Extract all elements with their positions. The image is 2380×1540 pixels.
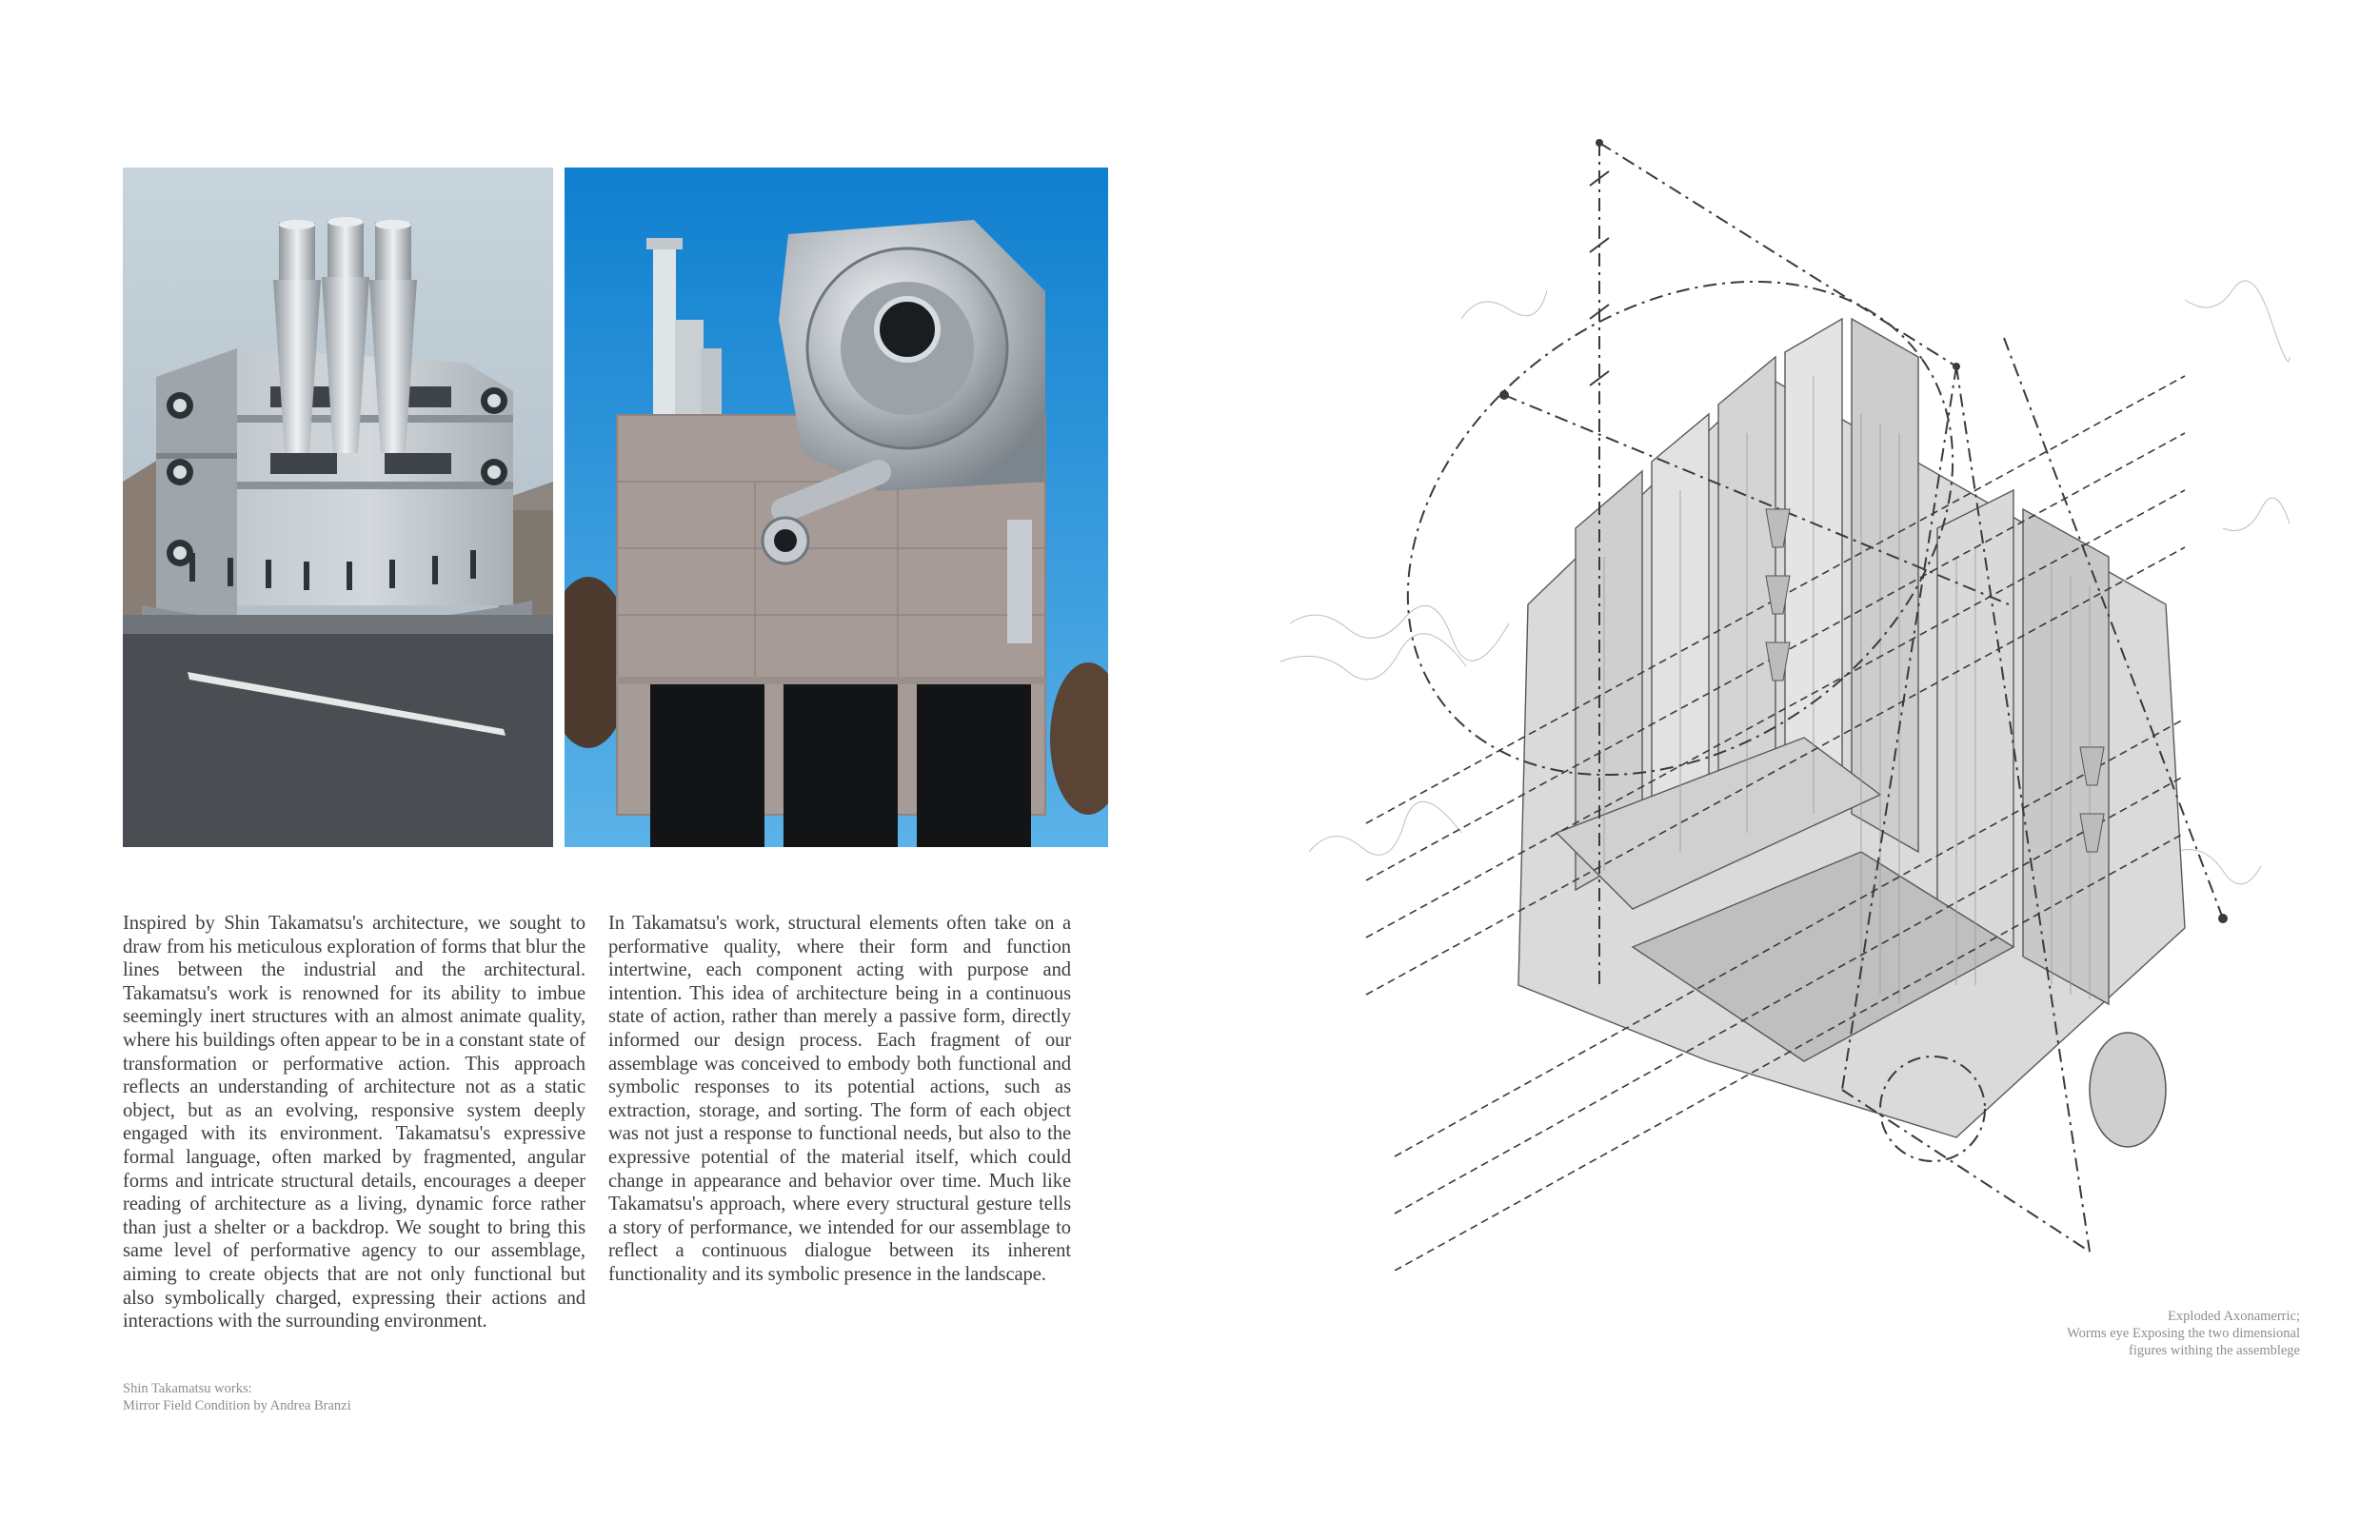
drawing-caption-line-1: Exploded Axonamerric;	[2168, 1309, 2300, 1324]
drawing-caption-line-2: Worms eye Exposing the two dimensional	[2067, 1326, 2300, 1341]
body-text-right-column: In Takamatsu's work, structural elements often take on a performative quality, where their form and function intertwine, each component acting with purpose and intention. This idea of architecture being in a continuous state of action, rather than merely a passive form, directly informed our design process. Each fragment of our assemblage was conceived to embody both functional and symbolic responses to its potential actions, such as extraction, storage, and sorting. The form of each object was not just a response to functional needs, but also to the expressive potential of the material itself, which could change in appearance and behavior over time. Much like Takamatsu's approach, where every structural gesture tells a story of performance, we intended for our assemblage to reflect a continuous dialogue between its inherent functionality and its symbolic presence in the landscape.	[608, 913, 1071, 1285]
photo-caption-line-1: Shin Takamatsu works:	[123, 1381, 252, 1396]
exploded-axonometric-drawing	[1271, 128, 2294, 1271]
drawing-caption-line-3: figures withing the assemblege	[2129, 1343, 2300, 1358]
photo-takamatsu-building-drum	[565, 168, 1108, 847]
photo-right-illustration	[565, 168, 1108, 847]
axonometric-linework	[1271, 128, 2294, 1271]
photo-left-illustration	[123, 168, 553, 847]
photo-caption	[123, 1380, 351, 1414]
photo-takamatsu-building-stacks	[123, 168, 553, 847]
body-text-left-column: Inspired by Shin Takamatsu's architecture, we sought to draw from his meticulous exploration of forms that blur the lines between the industrial and the architectural. Takamatsu's work is renowned for its ability to imbue seemingly inert structures with an almost animate quality, where his buildings often appear to be in a constant state of transformation or performative action. This approach reflects an understanding of architecture not as a static object, but as an evolving, responsive system deeply engaged with its environment. Takamatsu's expressive formal language, often marked by fragmented, angular forms and intricate structural details, encourages a deeper reading of architecture as a living, dynamic force rather than just a shelter or a backdrop. We sought to bring this same level of performative agency to our assemblage, aiming to create objects that are not only functional but also symbolically charged, expressing their actions and interactions with the surrounding environment.	[123, 913, 585, 1333]
photo-caption-line-2: Mirror Field Condition by Andrea Branzi	[123, 1398, 351, 1413]
drawing-caption	[1957, 1308, 2300, 1359]
